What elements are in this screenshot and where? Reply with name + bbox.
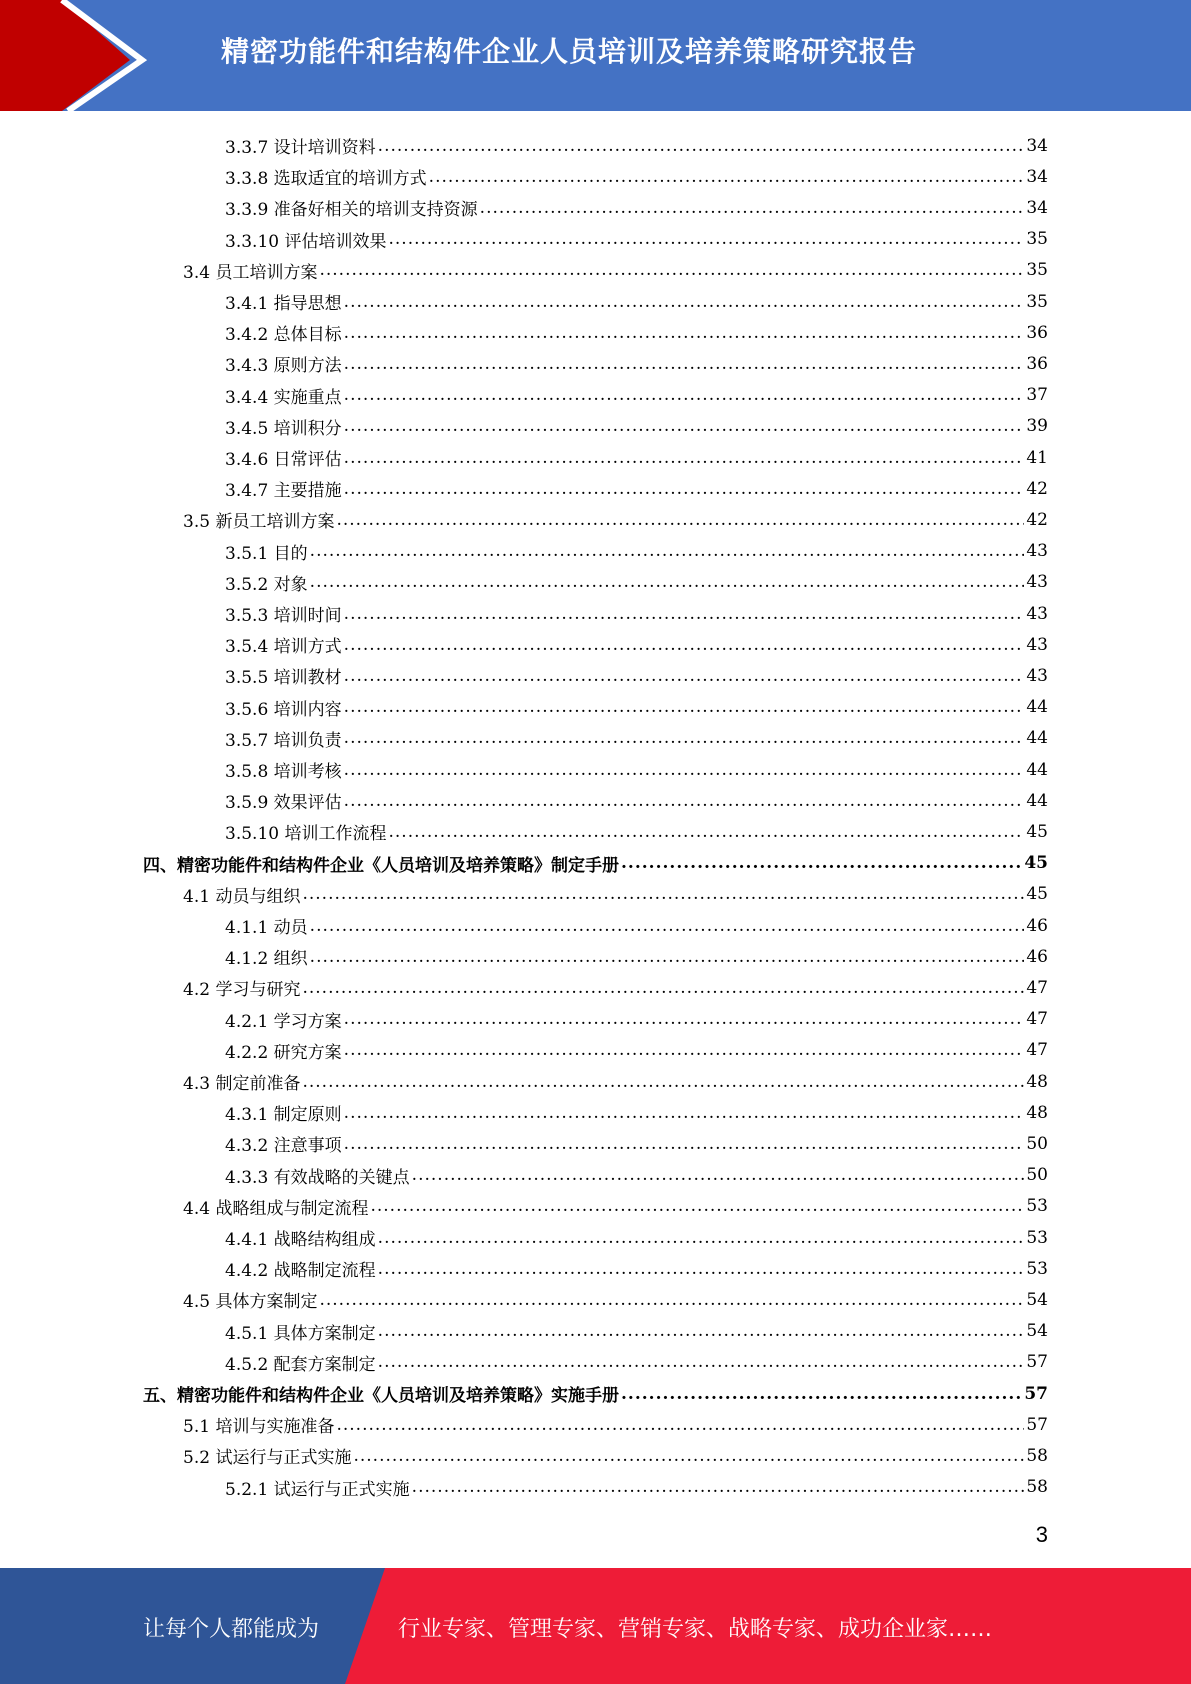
toc-entry[interactable] — [225, 473, 1048, 504]
toc-leader-dots — [412, 1477, 1025, 1497]
toc-entry[interactable] — [225, 1004, 1048, 1035]
toc-entry-page: 45 — [1024, 853, 1048, 874]
toc-entry-page: 58 — [1026, 1477, 1048, 1498]
toc-entry-page: 45 — [1026, 821, 1048, 842]
toc-entry-label: 4.3.3 有效战略的关键点 — [225, 1167, 410, 1188]
toc-entry[interactable] — [225, 785, 1048, 816]
toc-entry-label: 3.4.6 日常评估 — [225, 450, 342, 470]
toc-entry[interactable] — [143, 848, 1048, 879]
toc-entry-page: 35 — [1026, 229, 1048, 250]
toc-leader-dots — [370, 1196, 1024, 1216]
toc-entry-label: 3.4.4 实施重点 — [225, 387, 342, 408]
toc-entry[interactable] — [225, 941, 1048, 972]
toc-entry-label: 4.1 动员与组织 — [183, 886, 301, 907]
toc-entry-label: 3.4.5 培训积分 — [225, 418, 342, 439]
toc-leader-dots — [344, 448, 1025, 468]
toc-leader-dots — [344, 791, 1025, 811]
footer-slogan-left: 让每个人都能成为 — [143, 1617, 320, 1642]
toc-entry-label: 五、精密功能件和结构件企业《人员培训及培养策略》实施手册 — [143, 1386, 619, 1406]
toc-entry[interactable] — [225, 536, 1048, 567]
toc-entry-page: 53 — [1026, 1196, 1048, 1217]
toc-entry[interactable] — [183, 1191, 1048, 1222]
toc-entry-label: 3.5.3 培训时间 — [225, 606, 342, 626]
toc-leader-dots — [344, 292, 1025, 312]
toc-leader-dots — [344, 1009, 1025, 1029]
toc-entry-label: 四、精密功能件和结构件企业《人员培训及培养策略》制定手册 — [143, 855, 619, 876]
toc-entry[interactable] — [225, 567, 1048, 598]
toc-leader-dots — [378, 1259, 1025, 1279]
page-number: 3 — [1035, 1522, 1048, 1547]
toc-entry-page: 42 — [1026, 478, 1048, 499]
toc-entry-page: 50 — [1026, 1133, 1048, 1154]
toc-entry-page: 43 — [1026, 634, 1048, 655]
toc-entry-page: 42 — [1026, 509, 1048, 530]
toc-entry[interactable] — [225, 411, 1048, 442]
toc-entry-page: 35 — [1026, 260, 1048, 281]
toc-entry[interactable] — [225, 380, 1048, 411]
toc-entry-page: 46 — [1026, 915, 1048, 936]
toc-entry-label: 3.5.9 效果评估 — [225, 793, 342, 814]
toc-entry-page: 44 — [1026, 759, 1048, 780]
toc-entry-label: 3.5.8 培训考核 — [225, 762, 342, 782]
toc-leader-dots — [388, 229, 1024, 249]
toc-entry[interactable] — [225, 1035, 1048, 1066]
toc-entry-page: 34 — [1026, 166, 1048, 187]
toc-entry-page: 44 — [1026, 728, 1048, 749]
toc-entry-page: 34 — [1026, 135, 1048, 156]
toc-leader-dots — [344, 635, 1025, 655]
toc-leader-dots — [319, 1290, 1024, 1310]
toc-entry[interactable] — [225, 1160, 1048, 1191]
toc-leader-dots — [621, 853, 1022, 873]
toc-entry-page: 39 — [1026, 416, 1048, 437]
toc-entry-page: 48 — [1026, 1071, 1048, 1092]
toc-entry-label: 3.4.3 原则方法 — [225, 356, 342, 377]
toc-entry[interactable] — [225, 1128, 1048, 1159]
toc-leader-dots — [344, 728, 1025, 748]
toc-entry-label: 4.4.1 战略结构组成 — [225, 1230, 376, 1250]
toc-entry-label: 4.5.1 具体方案制定 — [225, 1323, 376, 1344]
toc-entry-label: 4.2 学习与研究 — [183, 980, 301, 1001]
toc-entry[interactable] — [183, 1066, 1048, 1097]
red-chevron-decoration — [0, 0, 160, 111]
page-footer — [0, 1568, 1191, 1684]
page-header — [0, 0, 1191, 111]
toc-leader-dots — [344, 1040, 1025, 1060]
toc-entry-page: 44 — [1026, 697, 1048, 718]
toc-entry[interactable] — [225, 348, 1048, 379]
toc-entry-label: 4.2.1 学习方案 — [225, 1011, 342, 1032]
toc-leader-dots — [344, 697, 1025, 717]
toc-entry-page: 34 — [1026, 197, 1048, 218]
toc-entry-label: 3.5.4 培训方式 — [225, 637, 342, 658]
toc-entry-page: 53 — [1026, 1258, 1048, 1279]
toc-leader-dots — [621, 1384, 1022, 1404]
toc-entry[interactable] — [225, 816, 1048, 847]
toc-entry[interactable] — [183, 1409, 1048, 1440]
toc-entry[interactable] — [183, 504, 1048, 535]
toc-leader-dots — [378, 1321, 1025, 1341]
toc-leader-dots — [353, 1446, 1024, 1466]
toc-entry-label: 4.3 制定前准备 — [183, 1074, 301, 1094]
toc-entry-label: 3.5.5 培训教材 — [225, 668, 342, 689]
toc-leader-dots — [310, 541, 1025, 561]
toc-leader-dots — [378, 1352, 1025, 1372]
toc-leader-dots — [310, 916, 1025, 936]
toc-entry-page: 57 — [1026, 1352, 1048, 1373]
toc-entry-page: 53 — [1026, 1227, 1048, 1248]
toc-entry[interactable] — [225, 692, 1048, 723]
toc-entry-page: 48 — [1026, 1102, 1048, 1123]
toc-entry[interactable] — [183, 255, 1048, 286]
toc-entry-page: 36 — [1026, 322, 1048, 343]
toc-entry-page: 45 — [1026, 884, 1048, 905]
toc-leader-dots — [344, 760, 1025, 780]
toc-entry[interactable] — [225, 130, 1048, 161]
toc-entry-page: 41 — [1026, 447, 1048, 468]
toc-entry-label: 3.3.9 准备好相关的培训支持资源 — [225, 200, 478, 221]
toc-entry-label: 4.3.2 注意事项 — [225, 1136, 342, 1157]
toc-entry-page: 54 — [1026, 1321, 1048, 1342]
toc-entry-page: 50 — [1026, 1165, 1048, 1186]
toc-entry-label: 3.4.7 主要措施 — [225, 481, 342, 502]
toc-entry-page: 36 — [1026, 353, 1048, 374]
toc-leader-dots — [302, 884, 1024, 904]
toc-entry-page: 43 — [1026, 541, 1048, 562]
toc-entry[interactable] — [225, 910, 1048, 941]
toc-leader-dots — [336, 510, 1024, 530]
toc-entry[interactable] — [225, 1222, 1048, 1253]
toc-entry[interactable] — [225, 629, 1048, 660]
toc-entry[interactable] — [225, 1347, 1048, 1378]
toc-leader-dots — [378, 136, 1025, 156]
toc-entry-page: 54 — [1026, 1289, 1048, 1310]
toc-leader-dots — [310, 947, 1025, 967]
toc-entry-page: 44 — [1026, 790, 1048, 811]
toc-entry-label: 4.4.2 战略制定流程 — [225, 1261, 376, 1282]
toc-entry-label: 5.1 培训与实施准备 — [183, 1417, 335, 1438]
header-title: 精密功能件和结构件企业人员培训及培养策略研究报告 — [221, 35, 918, 68]
toc-entry-page: 43 — [1026, 603, 1048, 624]
toc-entry-label: 3.3.8 选取适宜的培训方式 — [225, 169, 427, 190]
toc-entry-label: 4.2.2 研究方案 — [225, 1042, 342, 1063]
toc-entry[interactable] — [225, 1316, 1048, 1347]
toc-entry-label: 4.5.2 配套方案制定 — [225, 1354, 376, 1375]
toc-leader-dots — [344, 479, 1025, 499]
toc-entry-label: 5.2 试运行与正式实施 — [183, 1448, 352, 1469]
toc-entry-page: 47 — [1026, 977, 1048, 998]
toc-entry-label: 3.5.2 对象 — [225, 574, 308, 595]
toc-leader-dots — [344, 666, 1025, 686]
toc-entry[interactable] — [225, 192, 1048, 223]
toc-entry-label: 3.5.10 培训工作流程 — [225, 824, 387, 845]
toc-entry-label: 4.5 具体方案制定 — [183, 1292, 318, 1313]
toc-entry-page: 57 — [1024, 1383, 1048, 1404]
toc-entry-page: 37 — [1026, 385, 1048, 406]
toc-entry-page: 47 — [1026, 1009, 1048, 1030]
toc-leader-dots — [344, 604, 1025, 624]
toc-entry[interactable] — [225, 723, 1048, 754]
toc-entry[interactable] — [183, 879, 1048, 910]
toc-entry-label: 3.5.7 培训负责 — [225, 730, 342, 751]
toc-leader-dots — [344, 385, 1025, 405]
toc-leader-dots — [319, 260, 1024, 280]
toc-leader-dots — [412, 1165, 1025, 1185]
toc-entry-page: 57 — [1026, 1414, 1048, 1435]
toc-entry[interactable] — [225, 161, 1048, 192]
toc-leader-dots — [310, 572, 1025, 592]
toc-entry[interactable] — [225, 1097, 1048, 1128]
toc-leader-dots — [480, 198, 1025, 218]
toc-entry-page: 46 — [1026, 946, 1048, 967]
toc-leader-dots — [302, 1072, 1024, 1092]
toc-entry-label: 3.3.7 设计培训资料 — [225, 138, 376, 158]
toc-entry-label: 3.3.10 评估培训效果 — [225, 231, 387, 252]
toc-entry-label: 3.5 新员工培训方案 — [183, 512, 335, 533]
toc-entry[interactable] — [225, 660, 1048, 691]
toc-entry-label: 3.4 员工培训方案 — [183, 262, 318, 283]
toc-entry-page: 35 — [1026, 291, 1048, 312]
toc-entry-page: 47 — [1026, 1040, 1048, 1061]
toc-entry-page: 58 — [1026, 1445, 1048, 1466]
toc-entry[interactable] — [225, 598, 1048, 629]
toc-leader-dots — [344, 1103, 1025, 1123]
toc-leader-dots — [344, 354, 1025, 374]
toc-leader-dots — [378, 1228, 1025, 1248]
toc-leader-dots — [344, 1134, 1025, 1154]
toc-entry[interactable] — [183, 1440, 1048, 1471]
toc-entry-page: 43 — [1026, 665, 1048, 686]
toc-entry[interactable] — [225, 1253, 1048, 1284]
toc-entry-label: 4.1.2 组织 — [225, 949, 308, 970]
toc-entry-label: 3.5.6 培训内容 — [225, 699, 342, 720]
toc-entry-label: 3.4.1 指导思想 — [225, 294, 342, 314]
toc-leader-dots — [344, 323, 1025, 343]
toc-entry[interactable] — [183, 1284, 1048, 1315]
toc-leader-dots — [302, 978, 1024, 998]
toc-leader-dots — [336, 1415, 1024, 1435]
toc-entry-label: 5.2.1 试运行与正式实施 — [225, 1479, 410, 1500]
footer-slogan-right: 行业专家、管理专家、营销专家、战略专家、成功企业家…… — [398, 1617, 993, 1642]
toc-entry[interactable] — [225, 1472, 1048, 1503]
toc-entry-label: 4.4 战略组成与制定流程 — [183, 1198, 369, 1219]
toc-entry-label: 4.3.1 制定原则 — [225, 1105, 342, 1126]
toc-entry-label: 3.4.2 总体目标 — [225, 325, 342, 346]
toc-entry-label: 3.5.1 目的 — [225, 543, 308, 564]
toc-entry[interactable] — [225, 754, 1048, 785]
toc-leader-dots — [344, 416, 1025, 436]
toc-leader-dots — [429, 167, 1025, 187]
toc-entry[interactable] — [143, 1378, 1048, 1409]
toc-entry[interactable] — [225, 286, 1048, 317]
toc-entry-label: 4.1.1 动员 — [225, 918, 308, 938]
toc-entry[interactable] — [183, 972, 1048, 1003]
toc-entry[interactable] — [225, 224, 1048, 255]
toc-entry[interactable] — [225, 317, 1048, 348]
toc-leader-dots — [388, 822, 1024, 842]
toc-entry-page: 43 — [1026, 572, 1048, 593]
toc-entry[interactable] — [225, 442, 1048, 473]
